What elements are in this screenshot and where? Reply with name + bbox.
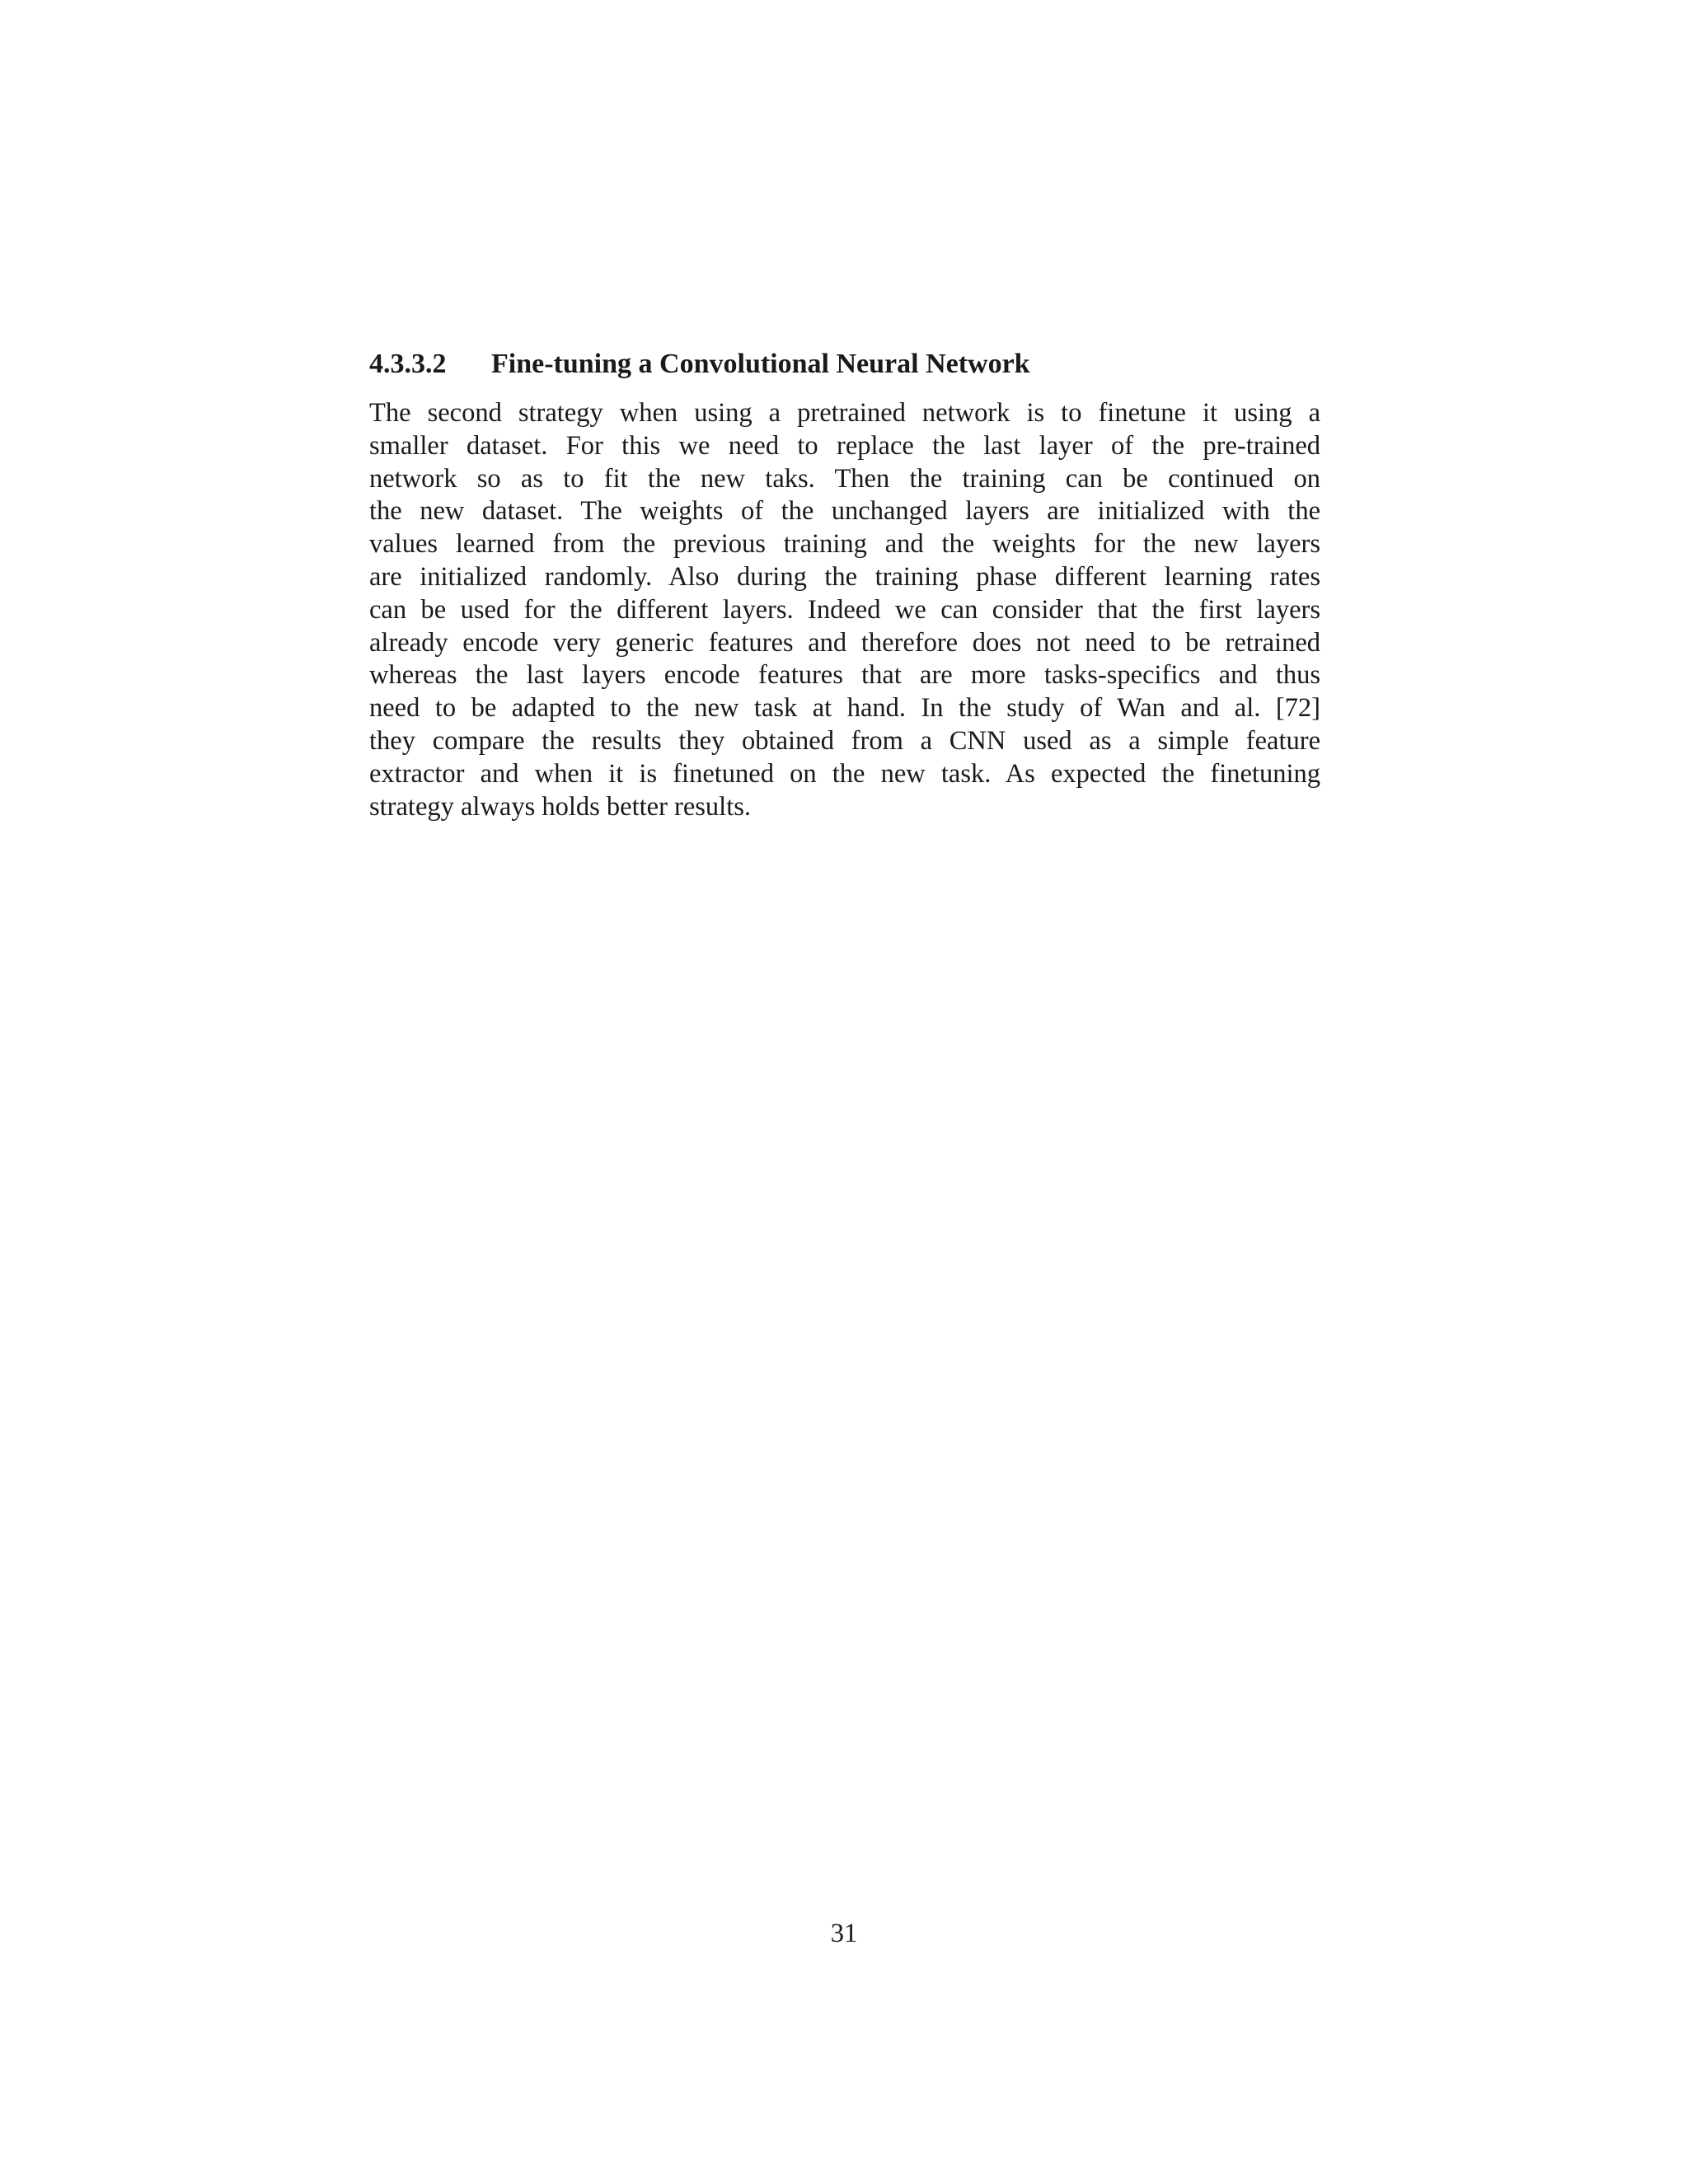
paragraph-line: whereas the last layers encode features that are more tasks-specifics and thus bbox=[369, 660, 1320, 691]
section-heading bbox=[369, 344, 1325, 384]
paragraph-line: can be used for the different layers. Indeed we can consider that the first layers bbox=[369, 594, 1320, 625]
paragraph-line: strategy always holds better results. bbox=[369, 791, 752, 822]
paragraph-line: smaller dataset. For this we need to replace the last layer of the pre-trained bbox=[369, 430, 1320, 461]
paragraph-line: extractor and when it is finetuned on the new task. As expected the finetuning bbox=[369, 758, 1320, 789]
paragraph-line: need to be adapted to the new task at hand. In the study of Wan and al. [72] bbox=[369, 693, 1320, 724]
section-number: 4.3.3.2 bbox=[369, 349, 447, 379]
section-title: Fine-tuning a Convolutional Neural Network bbox=[491, 349, 1030, 379]
page-number: 31 bbox=[830, 1919, 858, 1948]
paragraph-line: values learned from the previous training and the weights for the new layers bbox=[369, 529, 1320, 560]
paragraph-line: already encode very generic features and therefore does not need to be retrained bbox=[369, 627, 1320, 658]
body-paragraph bbox=[369, 397, 1320, 823]
paragraph-line: network so as to fit the new taks. Then the training can be continued on bbox=[369, 463, 1320, 494]
paragraph-line: the new dataset. The weights of the unchanged layers are initialized with the bbox=[369, 496, 1320, 527]
paragraph-line: they compare the results they obtained from a CNN used as a simple feature bbox=[369, 725, 1320, 756]
paragraph-line: The second strategy when using a pretrained network is to finetune it using a bbox=[369, 398, 1320, 428]
paragraph-line: are initialized randomly. Also during the training phase different learning rates bbox=[369, 561, 1320, 592]
